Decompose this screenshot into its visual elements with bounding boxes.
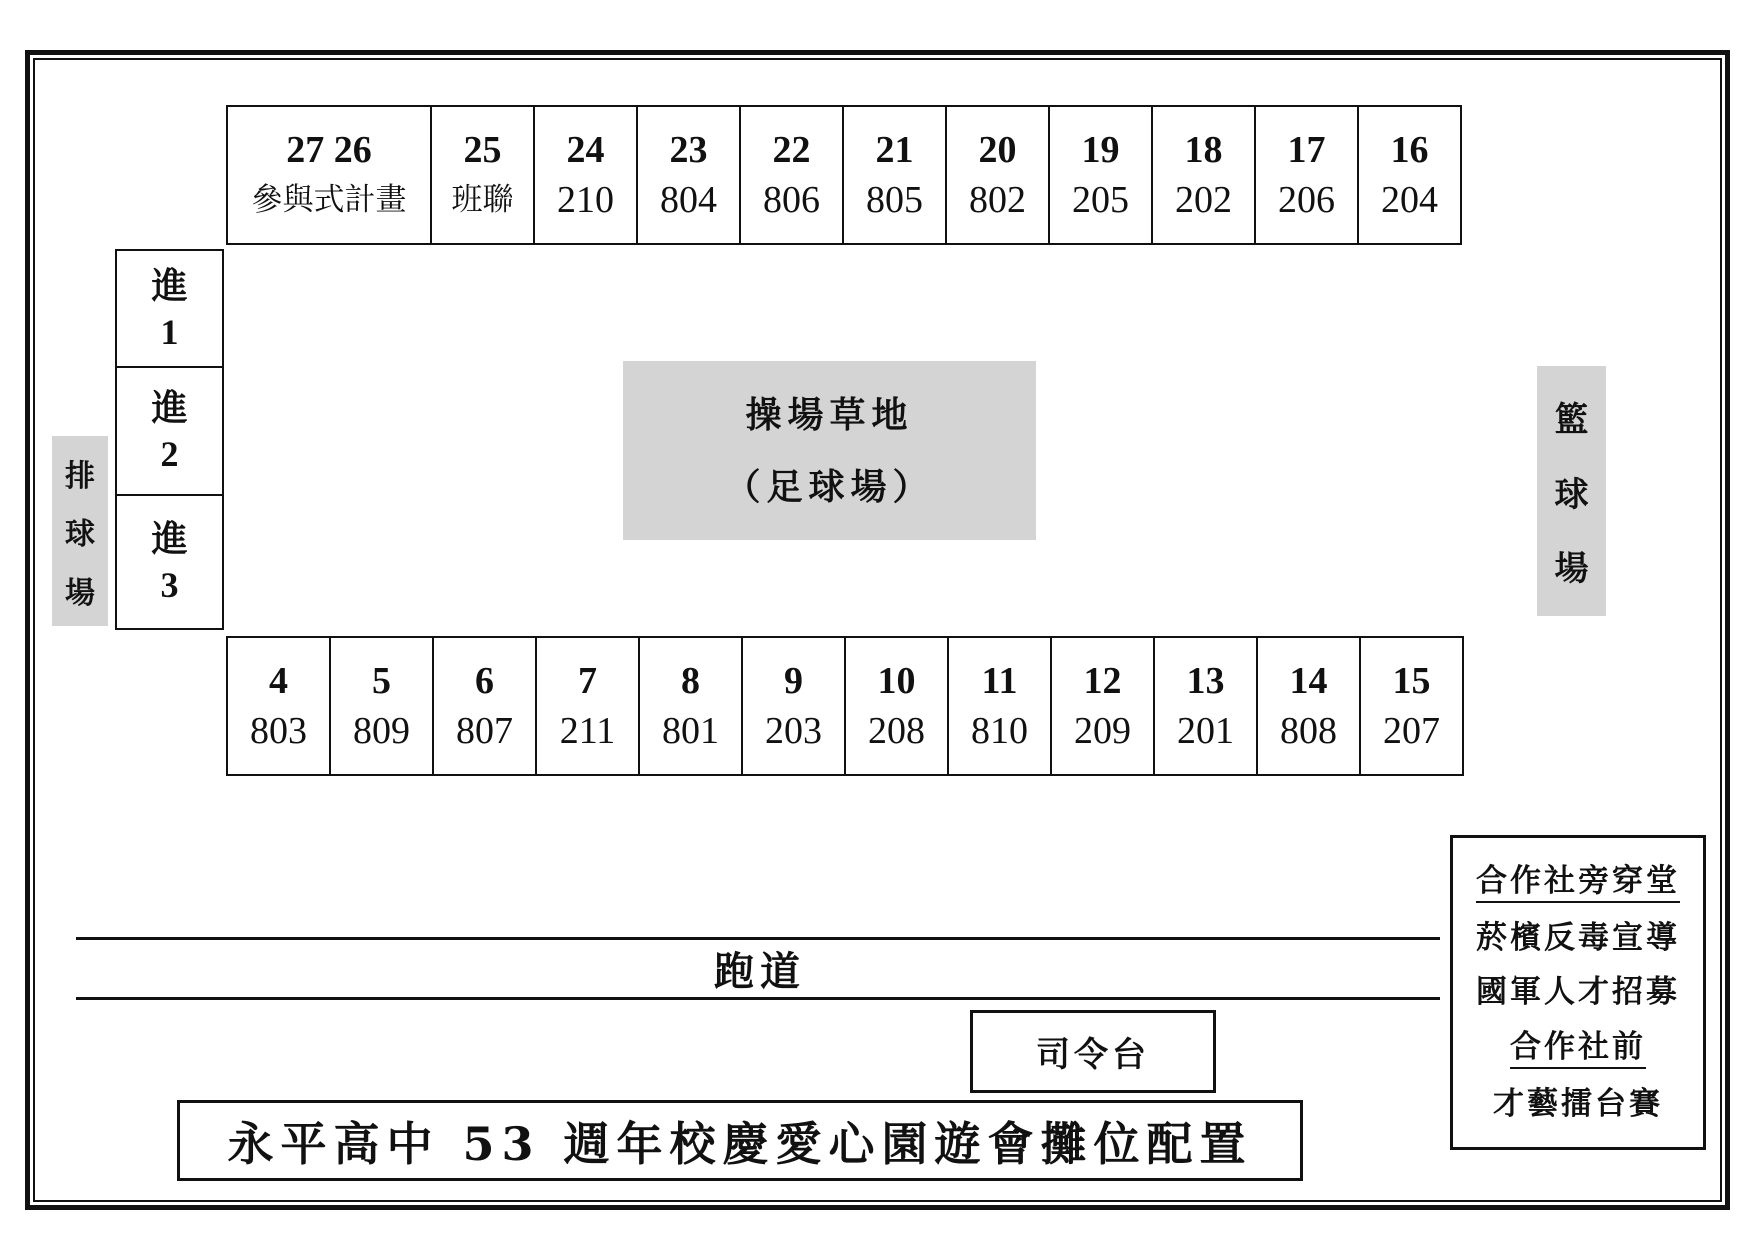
field-label: 操場草地 <box>745 393 914 436</box>
bottom-booth-row <box>226 636 1464 776</box>
booth-bottom_row-8 <box>1052 638 1155 776</box>
booth-class: 803 <box>250 710 307 752</box>
entrance-2 <box>117 368 222 496</box>
booth-number: 6 <box>475 660 494 702</box>
entrance-3 <box>117 496 222 628</box>
basketball-char: 場 <box>1554 549 1589 590</box>
entrance-label: 進 <box>151 518 188 560</box>
entrance-1 <box>117 251 222 368</box>
booth-bottom_row-11 <box>1361 638 1464 776</box>
booth-number: 25 <box>463 129 502 171</box>
booth-top_row-7 <box>1050 107 1153 245</box>
booth-bottom_row-3 <box>537 638 640 776</box>
note-item: 合作社前 <box>1510 1027 1646 1069</box>
booth-bottom_row-1 <box>331 638 434 776</box>
booth-number: 13 <box>1186 660 1225 702</box>
booth-class: 801 <box>662 710 719 752</box>
basketball-char: 球 <box>1554 474 1589 515</box>
booth-top_row-3 <box>638 107 741 245</box>
booth-top_row-4 <box>741 107 844 245</box>
booth-number: 5 <box>372 660 391 702</box>
entrance-label: 進 <box>151 387 188 429</box>
volleyball-court <box>52 436 108 626</box>
command-stage: 司令台 <box>970 1010 1216 1093</box>
booth-number: 15 <box>1392 660 1431 702</box>
track-line-bottom <box>76 997 1440 1000</box>
page-title: 永平高中 53 週年校慶愛心園遊會攤位配置 <box>177 1100 1303 1181</box>
booth-class: 809 <box>353 710 410 752</box>
booth-top_row-2 <box>535 107 638 245</box>
booth-class: 805 <box>866 179 923 221</box>
booth-class: 211 <box>559 710 616 752</box>
booth-number: 19 <box>1081 129 1120 171</box>
booth-number: 27 26 <box>286 129 372 171</box>
booth-number: 8 <box>681 660 700 702</box>
entrance-number: 3 <box>160 565 179 605</box>
booth-class: 806 <box>763 179 820 221</box>
top-booth-row <box>226 105 1462 245</box>
booth-class: 208 <box>868 710 925 752</box>
booth-top_row-6 <box>947 107 1050 245</box>
basketball-char: 籃 <box>1554 399 1589 440</box>
note-item: 國軍人才招募 <box>1476 974 1680 1011</box>
booth-class: 201 <box>1177 710 1234 752</box>
booth-bottom_row-4 <box>640 638 743 776</box>
booth-number: 11 <box>981 660 1018 702</box>
booth-number: 23 <box>669 129 708 171</box>
booth-top_row-5 <box>844 107 947 245</box>
booth-class: 205 <box>1072 179 1129 221</box>
booth-class: 807 <box>456 710 513 752</box>
booth-number: 17 <box>1287 129 1326 171</box>
booth-number: 16 <box>1390 129 1429 171</box>
booth-number: 12 <box>1083 660 1122 702</box>
booth-number: 9 <box>784 660 803 702</box>
booth-number: 7 <box>578 660 597 702</box>
booth-class: 804 <box>660 179 717 221</box>
field-sublabel: （足球場） <box>724 465 935 508</box>
booth-bottom_row-2 <box>434 638 537 776</box>
booth-class: 802 <box>969 179 1026 221</box>
booth-class: 203 <box>765 710 822 752</box>
booth-class: 210 <box>557 179 614 221</box>
volleyball-char: 排 <box>65 458 95 494</box>
booth-number: 22 <box>772 129 811 171</box>
track-label: 跑道 <box>714 948 806 995</box>
booth-top_row-8 <box>1153 107 1256 245</box>
booth-class: 207 <box>1383 710 1440 752</box>
entrance-number: 2 <box>160 434 179 474</box>
volleyball-char: 場 <box>65 575 95 611</box>
booth-bottom_row-7 <box>949 638 1052 776</box>
booth-top_row-10 <box>1359 107 1462 245</box>
booth-class: 206 <box>1278 179 1335 221</box>
entrance-column <box>115 249 224 630</box>
booth-bottom_row-0 <box>228 638 331 776</box>
booth-number: 21 <box>875 129 914 171</box>
booth-top_row-1 <box>432 107 535 245</box>
booth-bottom_row-6 <box>846 638 949 776</box>
booth-number: 20 <box>978 129 1017 171</box>
booth-class: 810 <box>971 710 1028 752</box>
note-item: 菸檳反毒宣導 <box>1476 919 1680 956</box>
booth-bottom_row-9 <box>1155 638 1258 776</box>
booth-class: 209 <box>1074 710 1131 752</box>
note-item: 合作社旁穿堂 <box>1476 861 1680 903</box>
booth-number: 10 <box>877 660 916 702</box>
volleyball-char: 球 <box>65 517 95 552</box>
booth-number: 14 <box>1289 660 1328 702</box>
booth-class: 808 <box>1280 710 1337 752</box>
note-item: 才藝擂台賽 <box>1493 1086 1663 1123</box>
booth-number: 4 <box>269 660 288 702</box>
field-grass <box>623 361 1036 540</box>
booth-class: 202 <box>1175 179 1232 221</box>
booth-class: 204 <box>1381 179 1438 221</box>
booth-bottom_row-10 <box>1258 638 1361 776</box>
booth-class: 參與式計畫 <box>251 182 407 218</box>
activity-notes-box <box>1450 835 1706 1150</box>
booth-number: 24 <box>566 129 605 171</box>
booth-top_row-0 <box>228 107 432 245</box>
booth-number: 18 <box>1184 129 1223 171</box>
booth-top_row-9 <box>1256 107 1359 245</box>
booth-class: 班聯 <box>451 182 514 218</box>
entrance-label: 進 <box>151 264 188 307</box>
entrance-number: 1 <box>160 311 179 352</box>
basketball-court <box>1537 366 1606 616</box>
booth-bottom_row-5 <box>743 638 846 776</box>
